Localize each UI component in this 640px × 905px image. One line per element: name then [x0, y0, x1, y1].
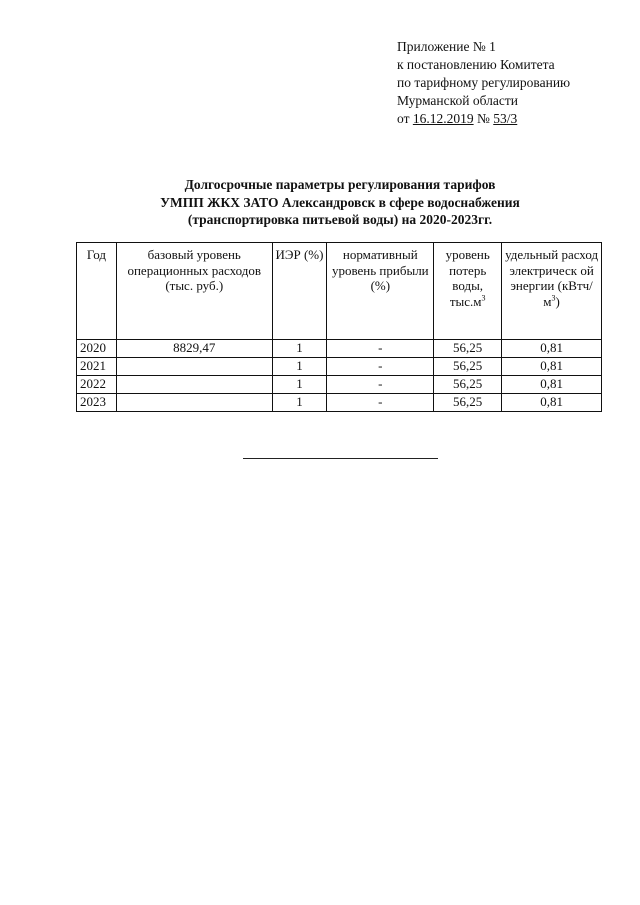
cell-loss: 56,25 [434, 376, 502, 394]
cell-profit: - [327, 394, 434, 412]
table-row [77, 340, 602, 358]
date-prefix: от [397, 111, 410, 126]
title-line: УМПП ЖКХ ЗАТО Александровск в сфере водоснабжения [160, 194, 520, 210]
cell-profit: - [327, 358, 434, 376]
appendix-line: по тарифному регулированию [397, 75, 571, 90]
header-energy-end: ) [555, 293, 560, 309]
cell-ier: 1 [272, 340, 327, 358]
cell-year: 2022 [77, 376, 117, 394]
title-line: Долгосрочные параметры регулирования тарифов [184, 177, 496, 192]
cell-ier: 1 [272, 376, 327, 394]
cell-loss: 56,25 [434, 340, 502, 358]
cell-ier: 1 [272, 358, 327, 376]
cell-base [116, 358, 272, 376]
header-base-expenses: базовый уровень операционных расходов (тыс. руб.) [116, 243, 272, 340]
table-row [77, 376, 602, 394]
header-profit: нормативный уровень прибыли (%) [327, 243, 434, 340]
decree-date: 16.12.2019 [412, 111, 474, 126]
header-year: Год [77, 243, 117, 340]
appendix-line: к постановлению Комитета [397, 57, 555, 72]
header-energy [502, 243, 602, 340]
cell-year: 2021 [77, 358, 117, 376]
table-header-row [77, 243, 602, 340]
number-label: № [476, 111, 490, 126]
cell-base [116, 376, 272, 394]
header-energy-text: удельный расход электрическ ой энергии (кВтч/м [505, 247, 599, 309]
cell-base: 8829,47 [116, 340, 272, 358]
cell-loss: 56,25 [434, 358, 502, 376]
cell-energy: 0,81 [502, 358, 602, 376]
cell-energy: 0,81 [502, 340, 602, 358]
header-water-loss-text: уровень потерь воды, тыс.м [445, 247, 490, 309]
cell-year: 2023 [77, 394, 117, 412]
superscript: 3 [481, 293, 486, 303]
separator-line [243, 458, 438, 459]
cell-base [116, 394, 272, 412]
cell-loss: 56,25 [434, 394, 502, 412]
appendix-block [397, 38, 570, 128]
decree-number: 53/3 [493, 111, 518, 126]
appendix-line: Мурманской области [397, 93, 518, 108]
appendix-line: Приложение № 1 [397, 39, 496, 54]
table-row [77, 358, 602, 376]
cell-profit: - [327, 376, 434, 394]
tariff-parameters-table [76, 242, 602, 412]
cell-year: 2020 [77, 340, 117, 358]
table-row [77, 394, 602, 412]
header-ier: ИЭР (%) [272, 243, 327, 340]
appendix-date-line [397, 110, 570, 128]
title-line: (транспортировка питьевой воды) на 2020-2023гг. [187, 212, 493, 227]
cell-profit: - [327, 340, 434, 358]
cell-energy: 0,81 [502, 376, 602, 394]
superscript: 3 [551, 293, 556, 303]
cell-energy: 0,81 [502, 394, 602, 412]
document-title [60, 176, 620, 229]
header-water-loss [434, 243, 502, 340]
cell-ier: 1 [272, 394, 327, 412]
